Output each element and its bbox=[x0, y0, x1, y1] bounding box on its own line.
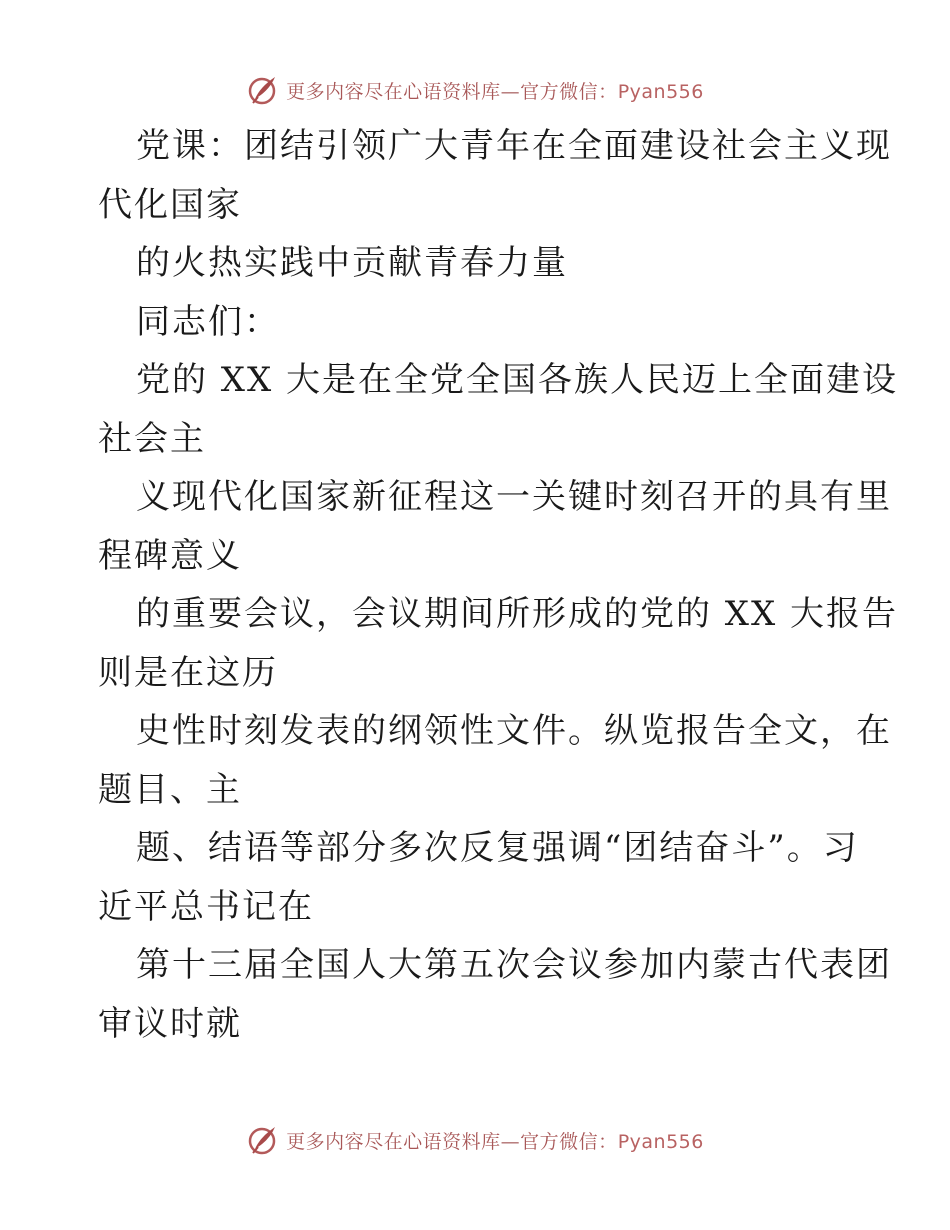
text-line: 社会主 bbox=[98, 418, 206, 459]
watermark-separator: — bbox=[500, 1130, 521, 1153]
quill-pen-logo-icon bbox=[246, 73, 280, 107]
text-line: 党的 XX 大是在全党全国各族人民迈上全面建设 bbox=[136, 360, 899, 400]
watermark-wechat-id: Pyan556 bbox=[617, 80, 704, 103]
text-line: 代化国家 bbox=[98, 184, 242, 225]
footer-watermark bbox=[0, 1120, 950, 1160]
watermark-text bbox=[286, 1127, 704, 1154]
text-line: 史性时刻发表的纲领性文件。纵览报告全文，在 bbox=[136, 711, 892, 751]
document-body bbox=[98, 117, 899, 1053]
text-line: 第十三届全国人大第五次会议参加内蒙古代表团 bbox=[136, 945, 892, 985]
text-line: 党课：团结引领广大青年在全面建设社会主义现 bbox=[136, 126, 892, 166]
text-line: 的重要会议，会议期间所形成的党的 XX 大报告 bbox=[136, 594, 899, 634]
text-line: 题目、主 bbox=[98, 769, 242, 810]
header-watermark bbox=[0, 70, 950, 110]
watermark-label: 官方微信： bbox=[520, 80, 618, 103]
text-line: 义现代化国家新征程这一关键时刻召开的具有里 bbox=[136, 477, 892, 517]
text-line: 同志们： bbox=[136, 301, 280, 342]
text-line: 审议时就 bbox=[98, 1003, 242, 1044]
watermark-brand: 更多内容尽在心语资料库 bbox=[286, 1130, 501, 1153]
text-line: 则是在这历 bbox=[98, 652, 278, 693]
watermark-brand: 更多内容尽在心语资料库 bbox=[286, 80, 501, 103]
watermark-wechat-id: Pyan556 bbox=[617, 1130, 704, 1153]
text-line: 程碑意义 bbox=[98, 535, 242, 576]
watermark-separator: — bbox=[500, 80, 521, 103]
text-line: 的火热实践中贡献青春力量 bbox=[136, 243, 568, 283]
text-line: 题、结语等部分多次反复强调“团结奋斗”。习 bbox=[136, 828, 859, 868]
watermark-text bbox=[286, 77, 704, 104]
quill-pen-logo-icon bbox=[246, 1123, 280, 1157]
watermark-label: 官方微信： bbox=[520, 1130, 618, 1153]
text-line: 近平总书记在 bbox=[98, 886, 314, 927]
